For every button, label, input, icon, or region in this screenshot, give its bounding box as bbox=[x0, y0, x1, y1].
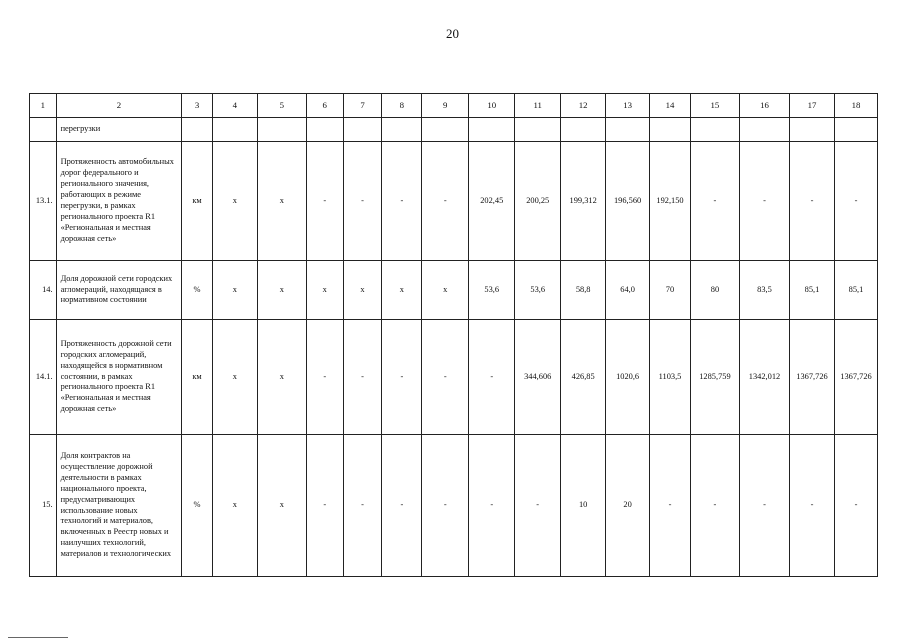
indicators-table bbox=[29, 93, 878, 577]
value-cell: - bbox=[422, 142, 469, 261]
header-cell: 15 bbox=[690, 94, 739, 118]
header-cell: 5 bbox=[257, 94, 306, 118]
value-cell: 64,0 bbox=[606, 261, 650, 320]
value-cell: х bbox=[343, 261, 382, 320]
value-cell: 20 bbox=[606, 435, 650, 577]
table-row bbox=[30, 142, 878, 261]
value-cell: 1342,012 bbox=[739, 320, 789, 435]
value-cell: 1285,759 bbox=[690, 320, 739, 435]
value-cell: - bbox=[834, 142, 877, 261]
header-cell: 16 bbox=[739, 94, 789, 118]
header-cell: 9 bbox=[422, 94, 469, 118]
value-cell: - bbox=[469, 320, 515, 435]
row-number-cell: 13.1. bbox=[30, 142, 57, 261]
unit-cell: км bbox=[182, 320, 213, 435]
value-cell: 199,312 bbox=[561, 142, 606, 261]
value-cell: 202,45 bbox=[469, 142, 515, 261]
header-cell: 11 bbox=[515, 94, 561, 118]
header-cell: 14 bbox=[650, 94, 691, 118]
header-cell: 18 bbox=[834, 94, 877, 118]
value-cell bbox=[306, 118, 343, 142]
value-cell: - bbox=[515, 435, 561, 577]
unit-cell: % bbox=[182, 261, 213, 320]
value-cell: - bbox=[739, 435, 789, 577]
header-cell: 7 bbox=[343, 94, 382, 118]
table-row bbox=[30, 435, 878, 577]
value-cell bbox=[790, 118, 835, 142]
value-cell bbox=[469, 118, 515, 142]
value-cell: - bbox=[306, 435, 343, 577]
value-cell: 1103,5 bbox=[650, 320, 691, 435]
value-cell: х bbox=[382, 261, 422, 320]
indicator-name-cell: перегрузки bbox=[56, 118, 182, 142]
value-cell bbox=[257, 118, 306, 142]
value-cell: - bbox=[306, 320, 343, 435]
value-cell: 83,5 bbox=[739, 261, 789, 320]
value-cell: 200,25 bbox=[515, 142, 561, 261]
value-cell bbox=[343, 118, 382, 142]
value-cell: - bbox=[422, 435, 469, 577]
value-cell: 70 bbox=[650, 261, 691, 320]
value-cell: х bbox=[212, 435, 257, 577]
value-cell bbox=[212, 118, 257, 142]
row-number-cell: 15. bbox=[30, 435, 57, 577]
value-cell: - bbox=[690, 435, 739, 577]
value-cell: - bbox=[422, 320, 469, 435]
value-cell bbox=[739, 118, 789, 142]
value-cell: - bbox=[469, 435, 515, 577]
table-row bbox=[30, 320, 878, 435]
value-cell: 1367,726 bbox=[834, 320, 877, 435]
indicator-name-cell: Протяженность дорожной сети городских агломераций, находящейся в нормативном состоянии, в рамках регионального проекта R1 «Региональная и местная дорожная сеть» bbox=[56, 320, 182, 435]
value-cell: 85,1 bbox=[790, 261, 835, 320]
header-row bbox=[30, 94, 878, 118]
value-cell: - bbox=[739, 142, 789, 261]
value-cell: 53,6 bbox=[515, 261, 561, 320]
value-cell: х bbox=[257, 142, 306, 261]
value-cell: х bbox=[306, 261, 343, 320]
row-number-cell bbox=[30, 118, 57, 142]
value-cell bbox=[561, 118, 606, 142]
value-cell: 1020,6 bbox=[606, 320, 650, 435]
header-cell: 13 bbox=[606, 94, 650, 118]
value-cell bbox=[834, 118, 877, 142]
value-cell: - bbox=[650, 435, 691, 577]
value-cell: - bbox=[790, 435, 835, 577]
header-cell: 3 bbox=[182, 94, 213, 118]
value-cell: 80 bbox=[690, 261, 739, 320]
value-cell bbox=[382, 118, 422, 142]
header-cell: 6 bbox=[306, 94, 343, 118]
value-cell: х bbox=[212, 142, 257, 261]
scan-edge-line bbox=[8, 637, 68, 638]
value-cell: 1367,726 bbox=[790, 320, 835, 435]
value-cell: - bbox=[382, 142, 422, 261]
value-cell bbox=[422, 118, 469, 142]
value-cell: - bbox=[790, 142, 835, 261]
value-cell: х bbox=[212, 320, 257, 435]
value-cell: х bbox=[257, 435, 306, 577]
header-cell: 12 bbox=[561, 94, 606, 118]
table-row-continuation bbox=[30, 118, 878, 142]
value-cell: - bbox=[343, 435, 382, 577]
value-cell: 85,1 bbox=[834, 261, 877, 320]
page-number: 20 bbox=[446, 26, 459, 41]
value-cell bbox=[515, 118, 561, 142]
value-cell: - bbox=[382, 320, 422, 435]
value-cell: - bbox=[834, 435, 877, 577]
header-cell: 17 bbox=[790, 94, 835, 118]
header-cell: 1 bbox=[30, 94, 57, 118]
indicator-name-cell: Доля контрактов на осуществление дорожной деятельности в рамках национального проекта, предусматривающих использование новых технологий и материалов, включенных в Реестр новых и наилучших технологий, материалов и технологических bbox=[56, 435, 182, 577]
value-cell: - bbox=[306, 142, 343, 261]
value-cell: х bbox=[257, 320, 306, 435]
header-cell: 4 bbox=[212, 94, 257, 118]
value-cell: - bbox=[382, 435, 422, 577]
value-cell: 426,85 bbox=[561, 320, 606, 435]
value-cell: - bbox=[343, 142, 382, 261]
value-cell bbox=[182, 118, 213, 142]
indicator-name-cell: Протяженность автомобильных дорог федерального и регионального значения, работающих в режиме перегрузки, в рамках регионального проекта R1 «Региональная и местная дорожная сеть» bbox=[56, 142, 182, 261]
row-number-cell: 14. bbox=[30, 261, 57, 320]
value-cell: 10 bbox=[561, 435, 606, 577]
value-cell: 58,8 bbox=[561, 261, 606, 320]
value-cell bbox=[650, 118, 691, 142]
header-cell: 2 bbox=[56, 94, 182, 118]
value-cell: 53,6 bbox=[469, 261, 515, 320]
indicator-name-cell: Доля дорожной сети городских агломераций, находящаяся в нормативном состоянии bbox=[56, 261, 182, 320]
value-cell: 344,606 bbox=[515, 320, 561, 435]
value-cell: - bbox=[690, 142, 739, 261]
value-cell: 196,560 bbox=[606, 142, 650, 261]
header-cell: 10 bbox=[469, 94, 515, 118]
value-cell: 192,150 bbox=[650, 142, 691, 261]
unit-cell: км bbox=[182, 142, 213, 261]
table-row bbox=[30, 261, 878, 320]
row-number-cell: 14.1. bbox=[30, 320, 57, 435]
header-cell: 8 bbox=[382, 94, 422, 118]
value-cell bbox=[606, 118, 650, 142]
value-cell bbox=[690, 118, 739, 142]
unit-cell: % bbox=[182, 435, 213, 577]
value-cell: х bbox=[422, 261, 469, 320]
value-cell: - bbox=[343, 320, 382, 435]
value-cell: х bbox=[257, 261, 306, 320]
value-cell: х bbox=[212, 261, 257, 320]
